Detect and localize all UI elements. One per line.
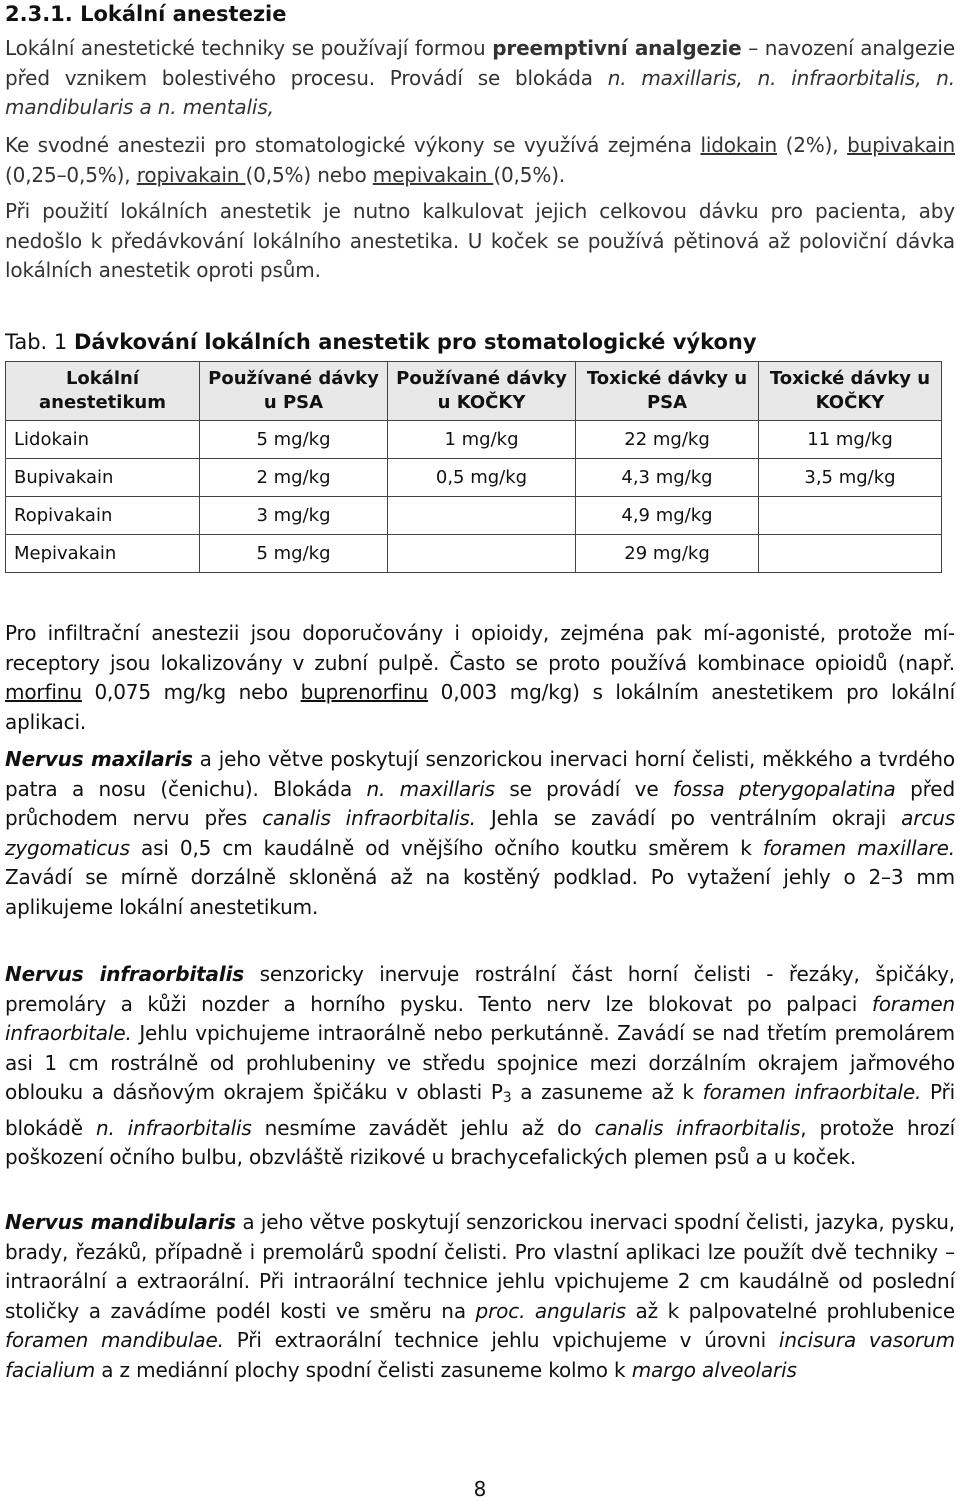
table-cell <box>388 497 576 535</box>
table-cell: 22 mg/kg <box>576 421 759 459</box>
nerve-title: Nervus mandibularis <box>5 1210 236 1234</box>
paragraph-opioids: Pro infiltrační anestezii jsou doporučovány i opioidy, zejména pak mí-agonisté, protože mí-receptory jsou lokalizovány v zubní pulpě. Často se proto používá kombinace opioidů (např. morfinu 0,075 mg/kg nebo buprenorfinu 0,003 mg/kg) s lokálním anestetikem pro lokální aplikaci. <box>5 621 956 734</box>
table-cell: 3 mg/kg <box>200 497 388 535</box>
table-cell <box>388 535 576 573</box>
link-buprenorfin[interactable]: buprenorfinu <box>300 680 429 704</box>
link-ropivakain[interactable]: ropivakain <box>136 162 246 187</box>
table-header-cell: Toxické dávky u PSA <box>576 362 759 421</box>
paragraph-intro: Lokální anestetické techniky se používají formou preemptivní analgezie – navození analgezie před vznikem bolestivého procesu. Provádí se blokáda n. maxillaris, n. infraorbitalis, n. mandibularis a n. mentalis, <box>5 36 956 119</box>
table-cell: 4,9 mg/kg <box>576 497 759 535</box>
table-caption: Tab. 1 Dávkování lokálních anestetik pro stomatologické výkony <box>5 330 757 354</box>
table-header-cell: Lokální anestetikum <box>6 362 200 421</box>
table-cell: Bupivakain <box>6 459 200 497</box>
table-row <box>6 459 942 497</box>
table-header-cell: Používané dávky u KOČKY <box>388 362 576 421</box>
paragraph-nervus-mandibularis: Nervus mandibularis a jeho větve poskytují senzorickou inervaci spodní čelisti, jazyka, pysku, brady, řezáků, případně i premolárů spodní čelisti. Pro vlastní aplikaci lze použít dvě techniky – intraorální a extraorální. Při intraorální technice jehlu vpichujeme 2 cm kaudálně od poslední stoličky a zavádíme podél kosti ve směru na proc. angularis až k palpovatelné prohlubenice foramen mandibulae. Při extraorální technice jehlu vpichujeme v úrovni incisura vasorum facialium a z mediánní plochy spodní čelisti zasuneme kolmo k margo alveolaris <box>5 1210 955 1382</box>
link-bupivakain[interactable]: bupivakain <box>847 133 956 157</box>
link-lidokain[interactable]: lidokain <box>700 133 778 157</box>
table-cell: 11 mg/kg <box>759 421 942 459</box>
table-cell: Mepivakain <box>6 535 200 573</box>
dosage-table <box>5 361 942 573</box>
section-heading: 2.3.1. Lokální anestezie <box>5 2 287 26</box>
table-cell: 29 mg/kg <box>576 535 759 573</box>
paragraph-nervus-infraorbitalis: Nervus infraorbitalis senzoricky inervuje rostrální část horní čelisti - řezáky, špičáky, premoláry a kůži nozder a horního pysku. Tento nerv lze blokovat po palpaci foramen infraorbitale. Jehlu vpichujeme intraorálně nebo perkutánně. Zavádí se nad třetím premolárem asi 1 cm rostrálně od prohlubeniny ve středu spojnice mezi dorzálním okrajem jařmového oblouku a dásňovým okrajem špičáku v oblasti $P_3$ a zasuneme až k foramen infraorbitale. Při blokádě n. infraorbitalis nesmíme zavádět jehlu až do canalis infraorbitalis, protože hrozí poškození očního bulbu, obzvláště rizikové u brachycefalických plemen psů a u koček. <box>5 962 956 1169</box>
paragraph-dosage: Při použití lokálních anestetik je nutno kalkulovat jejich celkovou dávku pro pacienta, aby nedošlo k předávkování lokálního anestetika. U koček se používá pětinová až poloviční dávka lokálních anestetik oproti psům. <box>5 199 955 282</box>
table-cell: 5 mg/kg <box>200 421 388 459</box>
table-cell <box>759 535 942 573</box>
preemptive-analgesia-term: preemptivní analgezie <box>492 36 742 60</box>
nerve-title: Nervus maxilaris <box>5 747 193 771</box>
nerve-title: Nervus infraorbitalis <box>5 962 245 986</box>
nerve-list: n. maxillaris, n. infraorbitalis, n. mandibularis a n. mentalis, <box>5 65 956 119</box>
link-mepivakain[interactable]: mepivakain <box>372 162 494 187</box>
paragraph-nervus-maxilaris: Nervus maxilaris a jeho větve poskytují senzorickou inervaci horní čelisti, měkkého a tvrdého patra a nosu (čenichu). Blokáda n. maxillaris se provádí ve fossa pterygopalatina před průchodem nervu přes canalis infraorbitalis. Jehla se zavádí po ventrálním okraji arcus zygomaticus asi 0,5 cm kaudálně od vnějšího očního koutku směrem k foramen maxillare. Zavádí se mírně dorzálně skloněná až na kostěný podklad. Po vytažení jehly o 2–3 mm aplikujeme lokální anestetikum. <box>5 747 955 919</box>
table-row <box>6 421 942 459</box>
paragraph-anesthetics: Ke svodné anestezii pro stomatologické výkony se využívá zejména lidokain (2%), bupivakain (0,25–0,5%), ropivakain (0,5%) nebo mepivakain (0,5%). <box>5 133 956 187</box>
table-cell: Ropivakain <box>6 497 200 535</box>
table-cell: 4,3 mg/kg <box>576 459 759 497</box>
table-cell: 3,5 mg/kg <box>759 459 942 497</box>
table-cell: 0,5 mg/kg <box>388 459 576 497</box>
table-cell: Lidokain <box>6 421 200 459</box>
page-number: 8 <box>473 1477 487 1501</box>
table-header-cell: Toxické dávky u KOČKY <box>759 362 942 421</box>
table-header-cell: Používané dávky u PSA <box>200 362 388 421</box>
table-cell: 5 mg/kg <box>200 535 388 573</box>
table-cell: 1 mg/kg <box>388 421 576 459</box>
table-cell <box>759 497 942 535</box>
table-header-row <box>6 362 942 421</box>
link-morfin[interactable]: morfinu <box>5 680 82 704</box>
table-row <box>6 535 942 573</box>
table-cell: 2 mg/kg <box>200 459 388 497</box>
table-row <box>6 497 942 535</box>
